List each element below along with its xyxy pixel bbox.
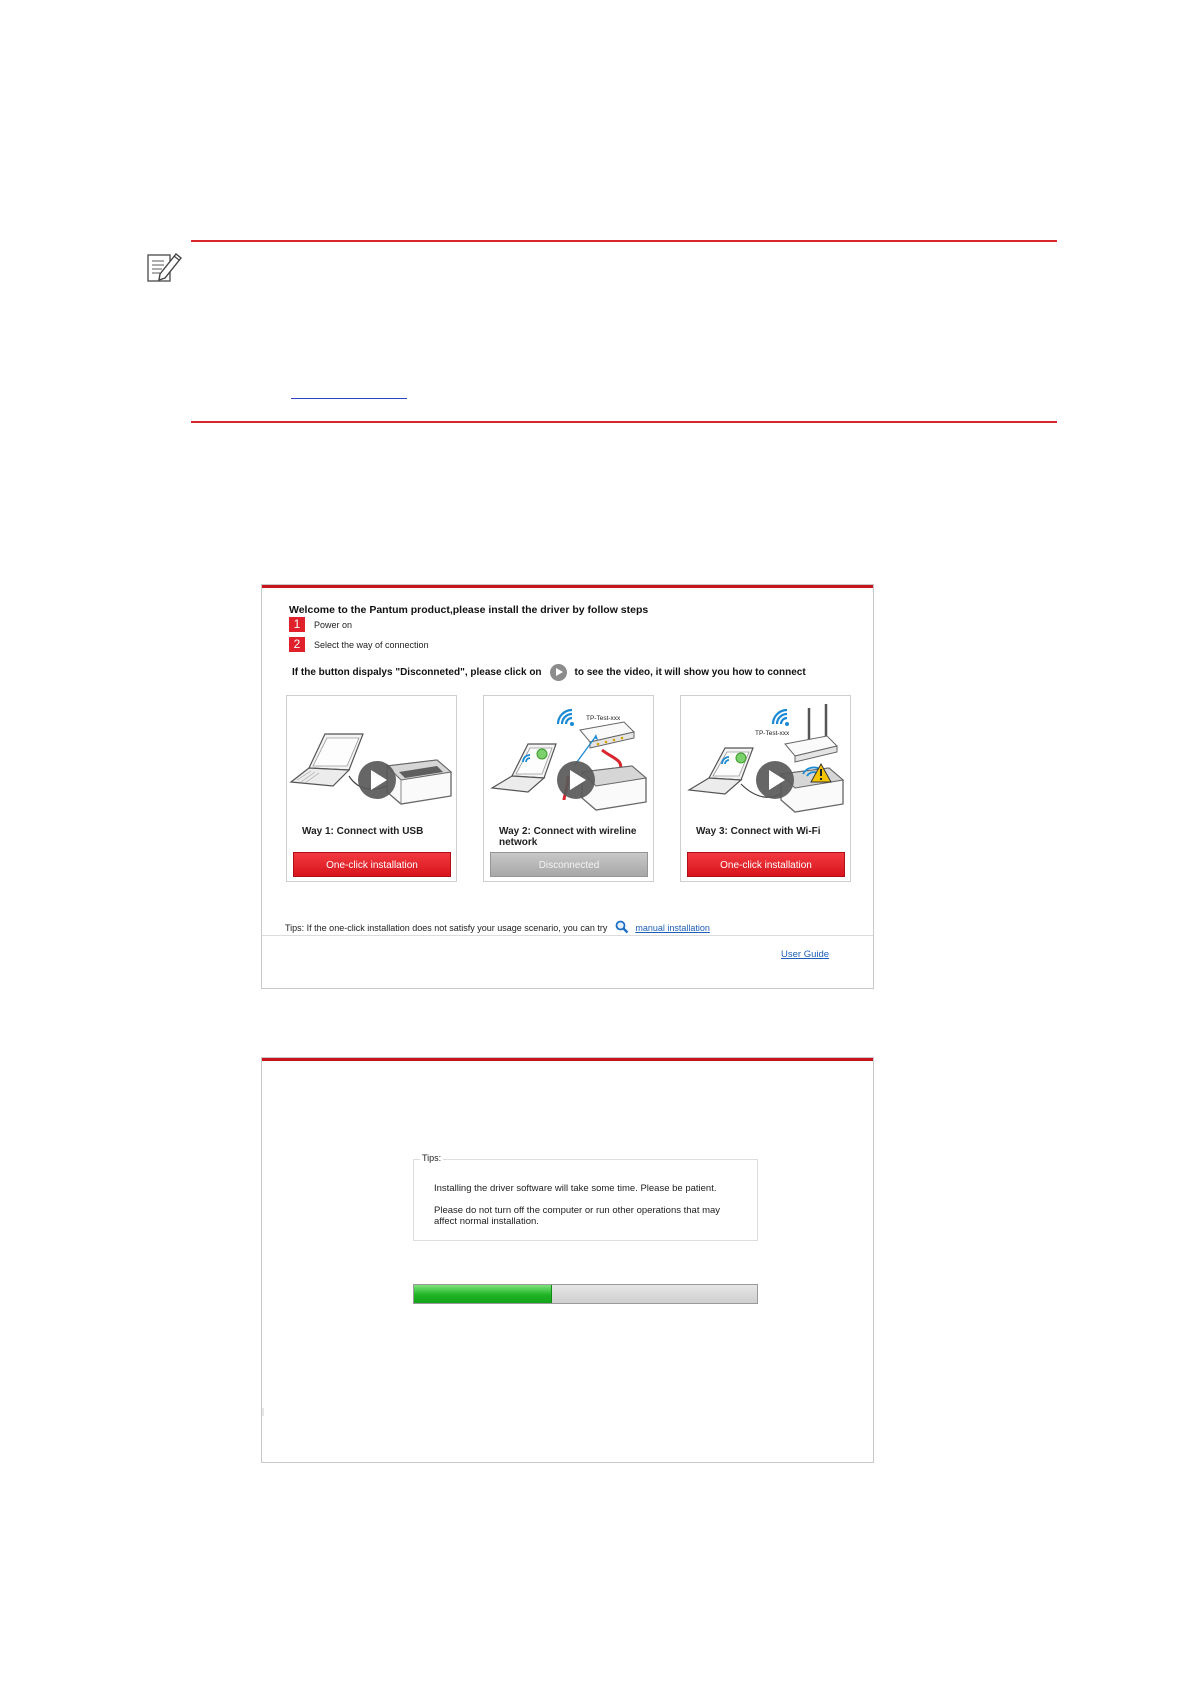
one-click-install-button-wifi[interactable]: One-click installation [687,852,845,877]
step-power-on [289,617,352,632]
disconnected-button-wireline[interactable]: Disconnected [490,852,648,877]
way-title: Way 3: Connect with Wi-Fi [696,826,821,837]
tips-text: Tips: If the one-click installation does not satisfy your usage scenario, you can try [285,923,608,933]
magnifier-icon [615,920,629,936]
install-progress-bar [413,1284,758,1304]
step-number-badge: 1 [289,617,305,632]
ssid-label: TP-Test-xxx [755,730,790,737]
note-top-rule [191,240,1057,242]
note-link-underline[interactable] [291,398,407,399]
step-label: Select the way of connection [314,639,429,650]
user-guide-link[interactable]: User Guide [781,949,830,960]
installer-connection-window [261,584,874,989]
note-pencil-icon [146,249,184,285]
tips-line [285,920,710,936]
tips-message-warning: Please do not turn off the computer or run other operations that may affect normal installation. [434,1205,721,1227]
step-select-connection [289,637,429,652]
play-icon[interactable] [550,664,567,681]
note-bottom-rule [191,421,1057,423]
install-progress-fill [414,1285,552,1303]
one-click-install-button-usb[interactable]: One-click installation [293,852,451,877]
connection-card-wireline [483,695,654,882]
window-title-bar-accent [262,1058,873,1061]
way-title: Way 2: Connect with wireline network [499,826,637,848]
usb-connection-illustration [287,700,458,822]
installer-progress-window [261,1057,874,1463]
tips-group-box [413,1153,758,1241]
window-title-bar-accent [262,585,873,588]
ssid-label: TP-Test-xxx [586,715,621,722]
welcome-title: Welcome to the Pantum product,please install the driver by follow steps [289,604,649,616]
hint-text-after: to see the video, it will show you how to connect [574,667,806,678]
tips-legend: Tips: [422,1153,442,1163]
wireline-connection-illustration [484,700,655,822]
step-number-badge: 2 [289,637,305,652]
hint-text-before: If the button dispalys "Disconneted", please click on [292,667,542,678]
tips-message-patience: Installing the driver software will take some time. Please be patient. [434,1183,717,1194]
footer-divider [262,935,873,936]
manual-installation-link[interactable]: manual installation [635,923,710,933]
way-title: Way 1: Connect with USB [302,826,424,837]
window-edge-mark [262,1408,264,1416]
step-label: Power on [314,619,353,630]
disconnected-hint [292,664,806,681]
connection-card-wifi [680,695,851,882]
connection-card-usb [286,695,457,882]
wifi-connection-illustration [681,700,852,822]
